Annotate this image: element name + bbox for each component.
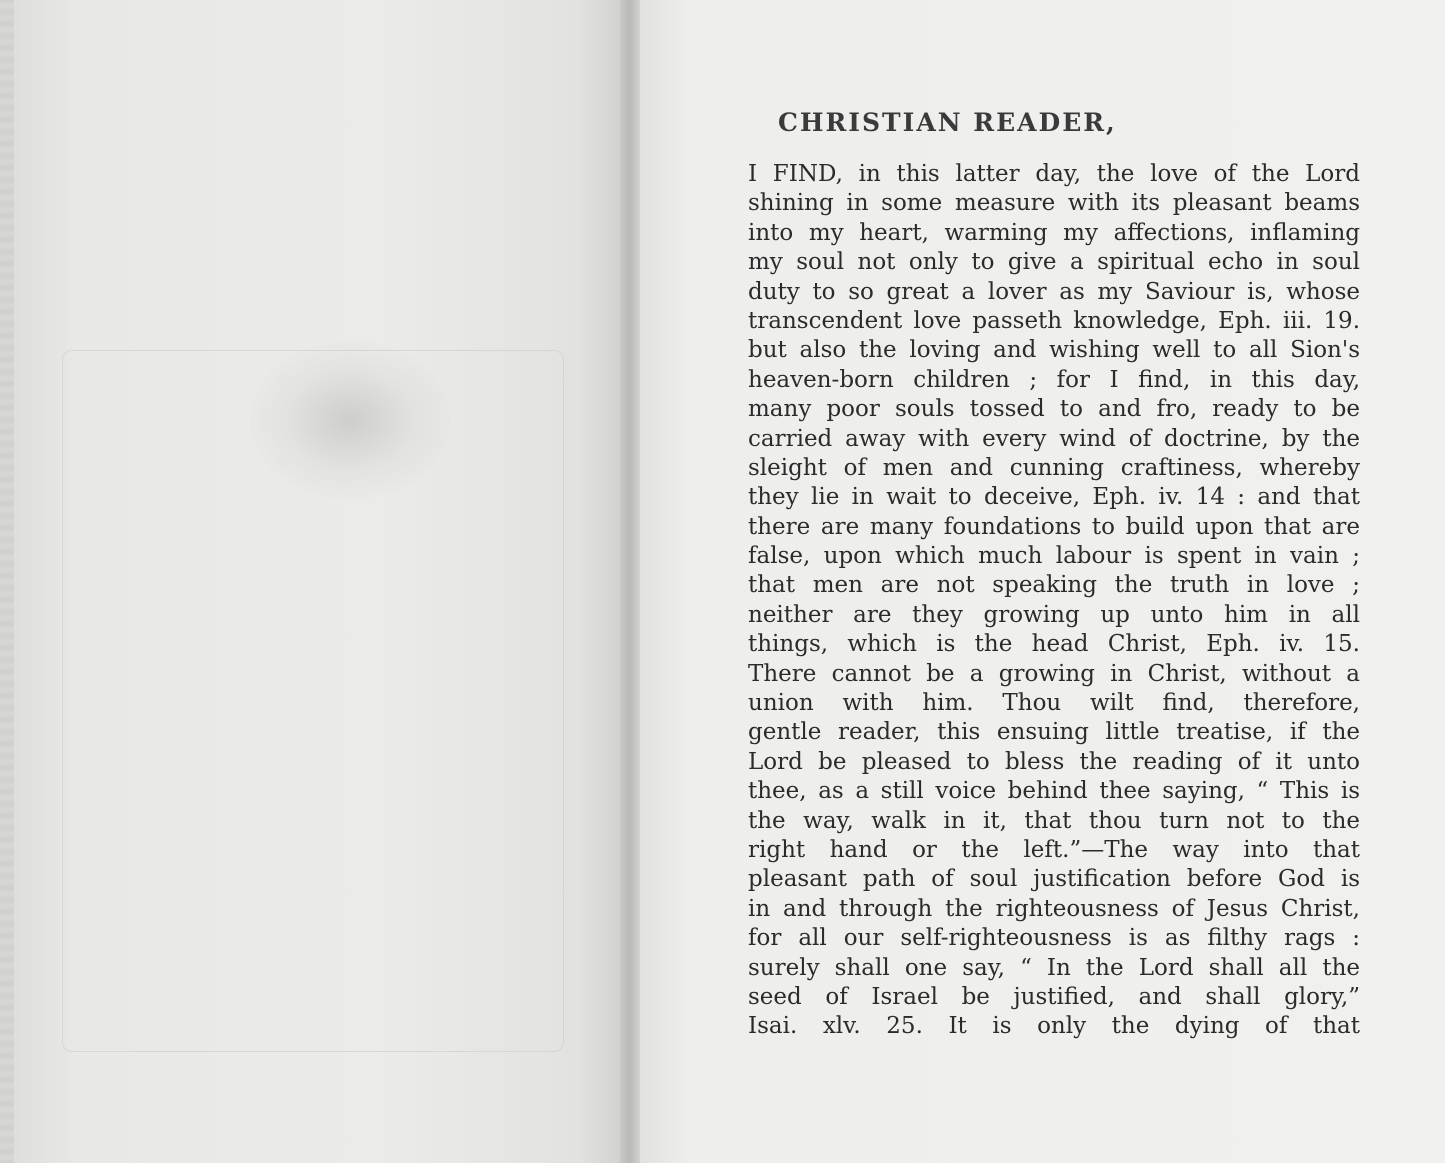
text-line: in and through the righteousness of Jesus Christ, bbox=[748, 895, 1360, 922]
right-page bbox=[640, 0, 1445, 1163]
text-line: transcendent love passeth knowledge, Eph. iii. 19. bbox=[748, 307, 1360, 334]
text-line: There cannot be a growing in Christ, without a bbox=[748, 660, 1360, 687]
page-heading: CHRISTIAN READER, bbox=[778, 108, 1117, 137]
page-shadow bbox=[250, 340, 450, 500]
text-line: that men are not speaking the truth in love ; bbox=[748, 572, 1360, 599]
text-line: shining in some measure with its pleasant beams bbox=[748, 190, 1360, 217]
text-line: my soul not only to give a spiritual echo in soul bbox=[748, 249, 1360, 276]
text-line: heaven-born children ; for I find, in this day, bbox=[748, 366, 1360, 393]
text-line: union with him. Thou wilt find, therefore, bbox=[748, 690, 1360, 717]
book-gutter bbox=[620, 0, 642, 1163]
text-line: carried away with every wind of doctrine, by the bbox=[748, 425, 1360, 452]
page-edge bbox=[0, 0, 14, 1163]
text-line: Lord be pleased to bless the reading of it unto bbox=[748, 748, 1360, 775]
text-line: there are many foundations to build upon that are bbox=[748, 513, 1360, 540]
text-line: neither are they growing up unto him in all bbox=[748, 601, 1360, 628]
text-line: seed of Israel be justified, and shall glory,” bbox=[748, 983, 1360, 1010]
text-line: they lie in wait to deceive, Eph. iv. 14 : and that bbox=[748, 484, 1360, 511]
text-line: right hand or the left.”—The way into that bbox=[748, 836, 1360, 863]
text-line: duty to so great a lover as my Saviour is, whose bbox=[748, 278, 1360, 305]
text-line: the way, walk in it, that thou turn not to the bbox=[748, 807, 1360, 834]
text-line: pleasant path of soul justification before God is bbox=[748, 866, 1360, 893]
text-line: for all our self-righteousness is as filthy rags : bbox=[748, 925, 1360, 952]
text-line: many poor souls tossed to and fro, ready to be bbox=[748, 396, 1360, 423]
text-line: but also the loving and wishing well to all Sion's bbox=[748, 337, 1360, 364]
text-line: Isai. xlv. 25. It is only the dying of that bbox=[748, 1013, 1360, 1040]
body-text bbox=[748, 160, 1360, 1042]
text-line: surely shall one say, “ In the Lord shall all the bbox=[748, 954, 1360, 981]
text-line: sleight of men and cunning craftiness, whereby bbox=[748, 454, 1360, 481]
text-line: gentle reader, this ensuing little treatise, if the bbox=[748, 719, 1360, 746]
text-line: false, upon which much labour is spent in vain ; bbox=[748, 543, 1360, 570]
text-line: into my heart, warming my affections, inflaming bbox=[748, 219, 1360, 246]
text-line: thee, as a still voice behind thee saying, “ This is bbox=[748, 778, 1360, 805]
text-line: things, which is the head Christ, Eph. iv. 15. bbox=[748, 631, 1360, 658]
text-line: I FIND, in this latter day, the love of the Lord bbox=[748, 161, 1360, 187]
left-page bbox=[0, 0, 628, 1163]
